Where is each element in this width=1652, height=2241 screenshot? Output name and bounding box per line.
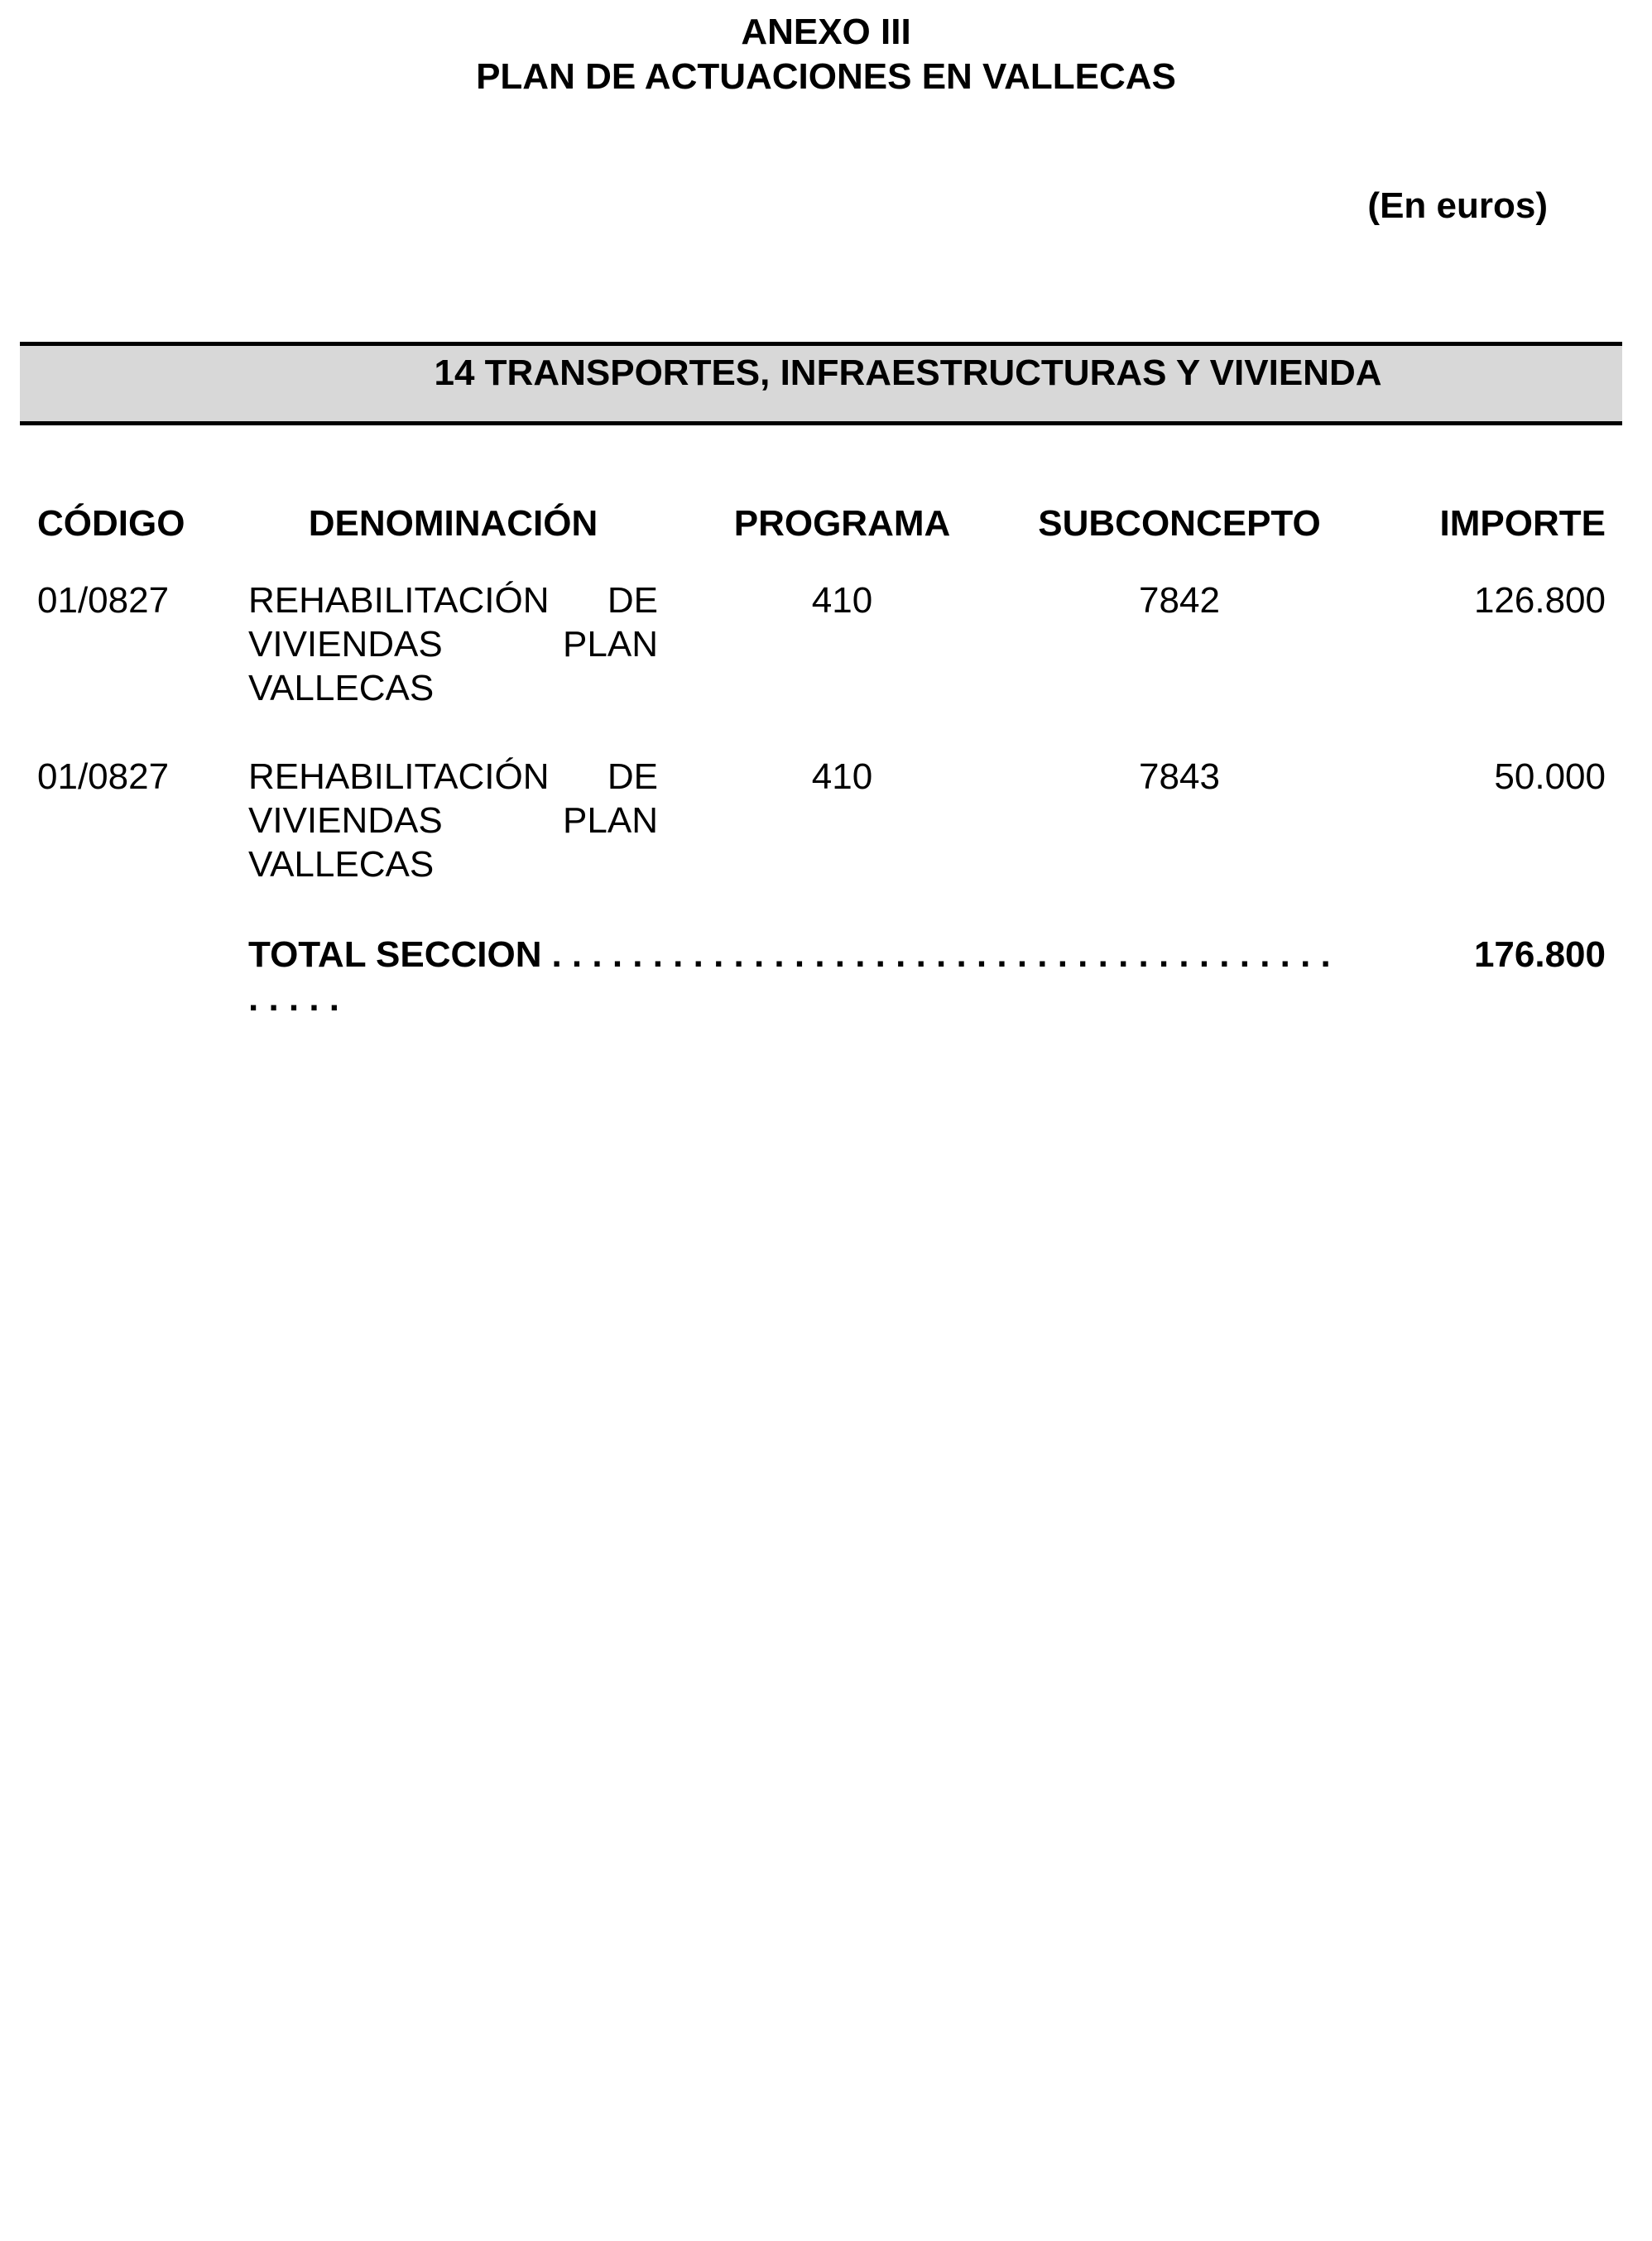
- total-label: TOTAL SECCION: [248, 934, 542, 975]
- total-row-spacer: [37, 933, 248, 1020]
- annex-title-block: [0, 10, 1652, 99]
- table-header-row: [37, 501, 1606, 546]
- total-leader-dots: . . . . . . . . . . . . . . . . . . . . . . . . . . . . . . . . . . . . . . . . . . . .: [248, 934, 1331, 1019]
- cell-subconcepto: 7843: [1139, 756, 1220, 797]
- annex-title: ANEXO III: [741, 12, 911, 52]
- budget-table: [37, 501, 1606, 1020]
- total-label-cell: [248, 933, 1333, 1020]
- cell-programa: 410: [811, 580, 873, 621]
- col-header-programa: PROGRAMA: [733, 503, 951, 544]
- cell-denominacion: REHABILITACIÓN DE VIVIENDAS PLAN VALLECAS: [248, 580, 658, 708]
- annex-subtitle: PLAN DE ACTUACIONES EN VALLECAS: [476, 56, 1176, 97]
- cell-codigo: 01/0827: [37, 756, 170, 797]
- total-importe: 176.800: [1473, 934, 1606, 975]
- section-header-text: 14 TRANSPORTES, INFRAESTRUCTURAS Y VIVIENDA: [434, 353, 1382, 393]
- table-row: [37, 755, 1606, 886]
- total-row: [37, 933, 1606, 1020]
- cell-denominacion: REHABILITACIÓN DE VIVIENDAS PLAN VALLECAS: [248, 756, 658, 885]
- cell-subconcepto: 7842: [1139, 580, 1220, 621]
- col-header-codigo: CÓDIGO: [37, 503, 185, 544]
- cell-codigo: 01/0827: [37, 580, 170, 621]
- table-row: [37, 578, 1606, 710]
- currency-note: (En euros): [1367, 185, 1548, 226]
- cell-importe: 126.800: [1473, 580, 1606, 621]
- col-header-importe: IMPORTE: [1439, 503, 1606, 544]
- cell-programa: 410: [811, 756, 873, 797]
- col-header-subconcepto: SUBCONCEPTO: [1038, 503, 1321, 544]
- section-header-bar: [20, 342, 1622, 425]
- cell-importe: 50.000: [1494, 756, 1606, 797]
- col-header-denominacion: DENOMINACIÓN: [308, 503, 598, 544]
